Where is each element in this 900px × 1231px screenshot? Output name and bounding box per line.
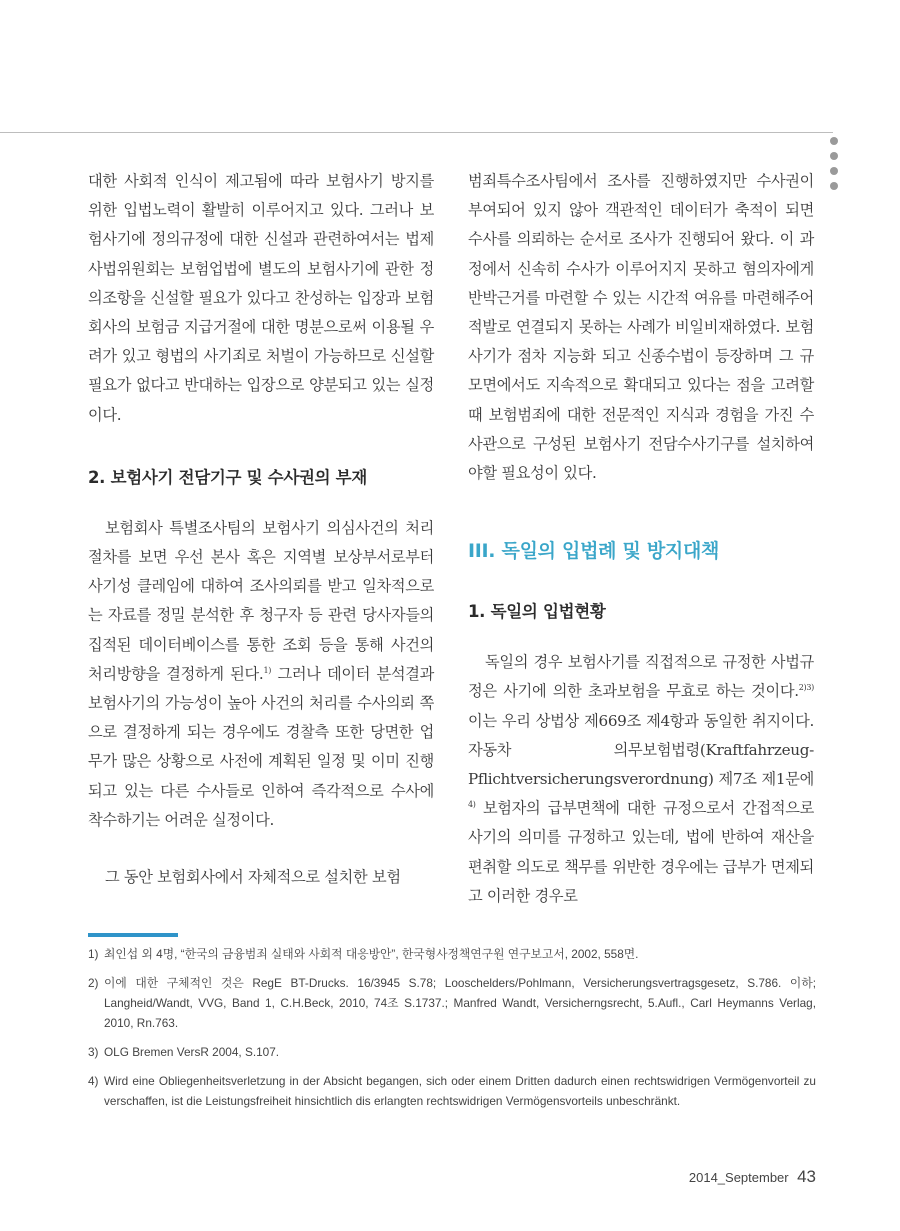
body-paragraph: 범죄특수조사팀에서 조사를 진행하였지만 수사권이 부여되어 있지 않아 객관적인 데이터가 축적이 되면 수사를 의뢰하는 순서로 조사가 진행되어 왔다. 이 과정에서 신속히 수사가 이루어지지 못하고 혐의자에게 반박근거를 마련할 수 있는 시간적 여유를 마련해주어 적발로 연결되지 못하는 사례가 비일비재하였다. 보험사기가 점차 지능화 되고 신종수법이 등장하며 그 규모면에서도 지속적으로 확대되고 있다는 점을 고려할 때 보험범죄에 대한 전문적인 지식과 경험을 가진 수사관으로 구성된 보험사기 전담수사기구를 설치하여야할 필요성이 있다. [468,172,814,483]
footnote-text: 최인섭 외 4명, “한국의 금융범죄 실태와 사회적 대응방안”, 한국형사정책연구원 연구보고서, 2002, 558면. [104,947,639,961]
section-heading: 2. 보험사기 전담기구 및 수사권의 부재 [88,467,367,487]
body-paragraph [88,514,434,835]
footnote-rule [88,933,178,937]
footnotes [88,944,816,1120]
footnote-number: 3) [88,1045,99,1059]
issue-label: 2014_September [688,1170,789,1185]
footnote [88,1071,816,1111]
footnote-number: 4) [88,1074,99,1088]
chapter-heading: III. 독일의 입법례 및 방지대책 [468,540,720,563]
dot-icon [830,152,838,160]
dot-icon [830,137,838,145]
footnote-text: 이에 대한 구체적인 것은 RegE BT-Drucks. 16/3945 S.78; Looschelders/Pohlmann, Versicherungsvertragsgesetz, S.786. 이하; Langheid/Wandt, VVG, Band 1, C.H.Beck, 2010, 74조 S.1737.; Manfred Wandt, Versicherngsrecht, 5.Aufl., Carl Heymanns Verlag, 2010, Rn.763. [104,976,816,1030]
dot-icon [830,182,838,190]
footnote [88,944,816,964]
decorative-dots [830,137,842,197]
body-paragraph: 대한 사회적 인식이 제고됨에 따라 보험사기 방지를 위한 입법노력이 활발히 이루어지고 있다. 그러나 보험사기에 정의규정에 대한 신설과 관련하여서는 법제사법위원회는 보험업법에 별도의 보험사기에 관한 정의조항을 신설할 필요가 있다고 찬성하는 입장과 보험회사의 보험금 지급거절에 대한 명분으로써 이용될 우려가 있고 형법의 사기죄로 처벌이 가능하므로 신설할 필요가 없다고 반대하는 입장으로 양분되고 있는 실정이다. [88,172,434,424]
footnote-text: OLG Bremen VersR 2004, S.107. [104,1045,280,1059]
page-number: 43 [797,1167,816,1186]
text-span: 이는 우리 상법상 제669조 제4항과 동일한 취지이다. 자동차 의무보험법령(Kraftfahrzeug-Pflichtversicherungsverordnung) 제7조 제1문에 [468,711,814,789]
header-rule [0,132,833,133]
footnote-text: Wird eine Obliegenheitsverletzung in der Absicht begangen, sich oder einem Dritten dadurch einen rechtswidrigen Vermögenvorteil zu verschaffen, ist die Leistungsfreiheit hinsichtlich dis erlangten rechtswidrigen Vermögensvorteils unbeschränkt. [104,1074,816,1108]
footnote-number: 2) [88,976,99,990]
text-span: 보험자의 급부면책에 대한 규정으로서 간접적으로 사기의 의미를 규정하고 있는데, 법에 반하여 재산을 편취할 의도로 책무를 위반한 경우에는 급부가 면제되고 이러한 경우로 [468,799,814,905]
page-footer [689,1167,816,1187]
right-column [468,167,814,911]
text-span: 독일의 경우 보험사기를 직접적으로 규정한 사법규정은 사기에 의한 초과보험을 무효로 하는 것이다. [468,653,814,701]
footnote [88,973,816,1033]
text-span: 그러나 데이터 분석결과 보험사기의 가능성이 높아 사건의 처리를 수사의뢰 쪽으로 결정하게 되는 경우에도 경찰측 또한 당면한 업무가 많은 상황으로 사전에 계획된 일정 및 이미 진행되고 있는 다른 수사들로 인하여 즉각적으로 수사에 착수하기는 어려운 실정이다. [88,664,435,829]
text-span: 보험회사 특별조사팀의 보험사기 의심사건의 처리절차를 보면 우선 본사 혹은 지역별 보상부서로부터 사기성 클레임에 대하여 조사의뢰를 받고 일차적으로는 자료를 정밀 분석한 후 청구자 등 관련 당사자들의 집적된 데이터베이스를 통한 조회 등을 통해 사건의 처리방향을 결정하게 된다. [88,518,434,683]
body-paragraph [468,648,814,911]
footnote-ref: 2)3) [798,683,814,693]
left-column [88,167,434,892]
footnote-ref: 4) [468,800,476,810]
body-paragraph: 그 동안 보험회사에서 자체적으로 설치한 보험 [105,868,401,887]
dot-icon [830,167,838,175]
section-heading: 1. 독일의 입법현황 [468,602,606,622]
footnote [88,1042,816,1062]
footnote-number: 1) [88,947,99,961]
footnote-ref: 1) [263,665,272,675]
